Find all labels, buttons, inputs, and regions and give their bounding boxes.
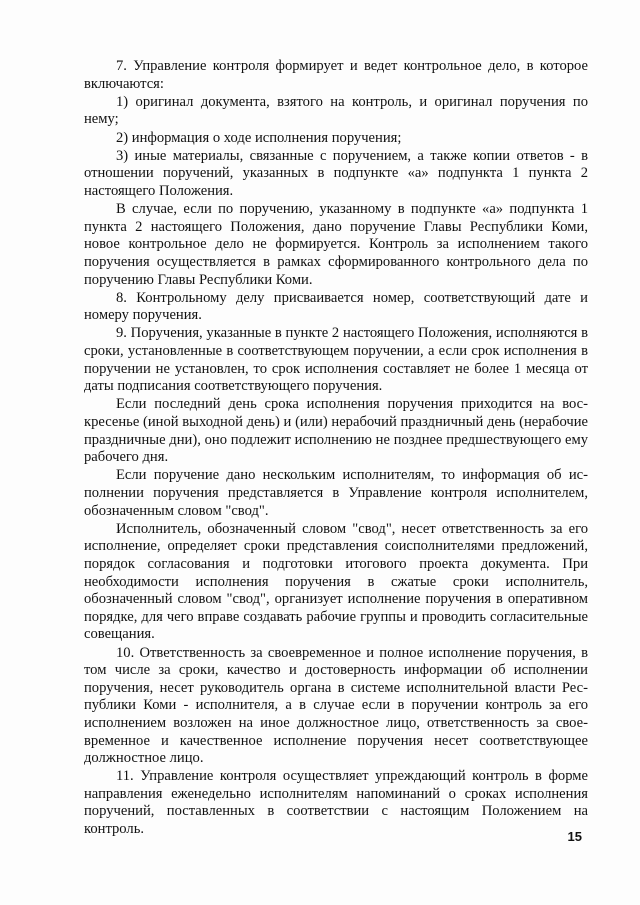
paragraph-multiple-executors: Если поручение дано нескольким исполнителям, то информация об исполнении поручения представляется в Управление контроля исполнителем, обозначенным словом "свод". — [84, 467, 588, 519]
document-body — [84, 58, 588, 839]
list-item-1: 1) оригинал документа, взятого на контроль, и оригинал поручения по нему; — [84, 93, 588, 128]
list-item-3: 3) иные материалы, связанные с поручением, а также копии ответов - в отношении поручений, указанных в подпункте «а» подпункта 1 пункта 2 настоящего Положения. — [84, 147, 588, 199]
paragraph-svod-executor: Исполнитель, обозначенный словом "свод", несет ответственность за его исполнение, определяет сроки представления соисполнителями предложений, порядок согласования и подготовки итогового проекта документа. При необходимости исполнения поручения в сжатые сроки исполнитель, обозначенный словом "свод", организует исполнение поручения в оперативном порядке, для чего вправе создавать рабочие группы и проводить согласительные совещания. — [84, 520, 588, 643]
paragraph-10: 10. Ответственность за своевременное и полное исполнение поручения, в том числе за сроки, качество и достоверность информации об исполнении поручения, несет руководитель органа в системе исполнительной власти Республики Коми - исполнителя, а в случае если в поручении контроль за его исполнением возложен на иное должностное лицо, ответственность за своевременное и качественное исполнение поручения несет соответствующее должностное лицо. — [84, 644, 588, 767]
paragraph-deadline-holiday: Если последний день срока исполнения поручения приходится на воскресенье (иной выходной день) и (или) нерабочий праздничный день (нерабочие праздничные дни), оно подлежит исполнению не позднее предшествующего ему рабочего дня. — [84, 396, 588, 466]
paragraph-11: 11. Управление контроля осуществляет упреждающий контроль в форме направления еженедельно исполнителям напоминаний о сроках исполнения поручений, поставленных в соответствии с настоящим Положением на контроль. — [84, 768, 588, 838]
paragraph-8: 8. Контрольному делу присваивается номер, соответствующий дате и номеру поручения. — [84, 289, 588, 324]
paragraph-case: В случае, если по поручению, указанному в подпункте «а» подпункта 1 пункта 2 настоящего Положения, дано поручение Главы Республики Коми, новое контрольное дело не формируется. Контроль за исполнением такого поручения осуществляется в рамках сформированного контрольного дела по поручению Главы Республики Коми. — [84, 201, 588, 288]
paragraph-9: 9. Поручения, указанные в пункте 2 настоящего Положения, исполняются в сроки, установленные в соответствующем поручении, а если срок исполнения в поручении не установлен, то срок исполнения составляет не более 1 месяца от даты подписания соответствующего поручения. — [84, 325, 588, 395]
list-item-2: 2) информация о ходе исполнения поручения; — [116, 129, 402, 146]
page-number: 15 — [567, 829, 582, 844]
paragraph-7: 7. Управление контроля формирует и ведет контрольное дело, в которое включаются: — [84, 58, 588, 92]
